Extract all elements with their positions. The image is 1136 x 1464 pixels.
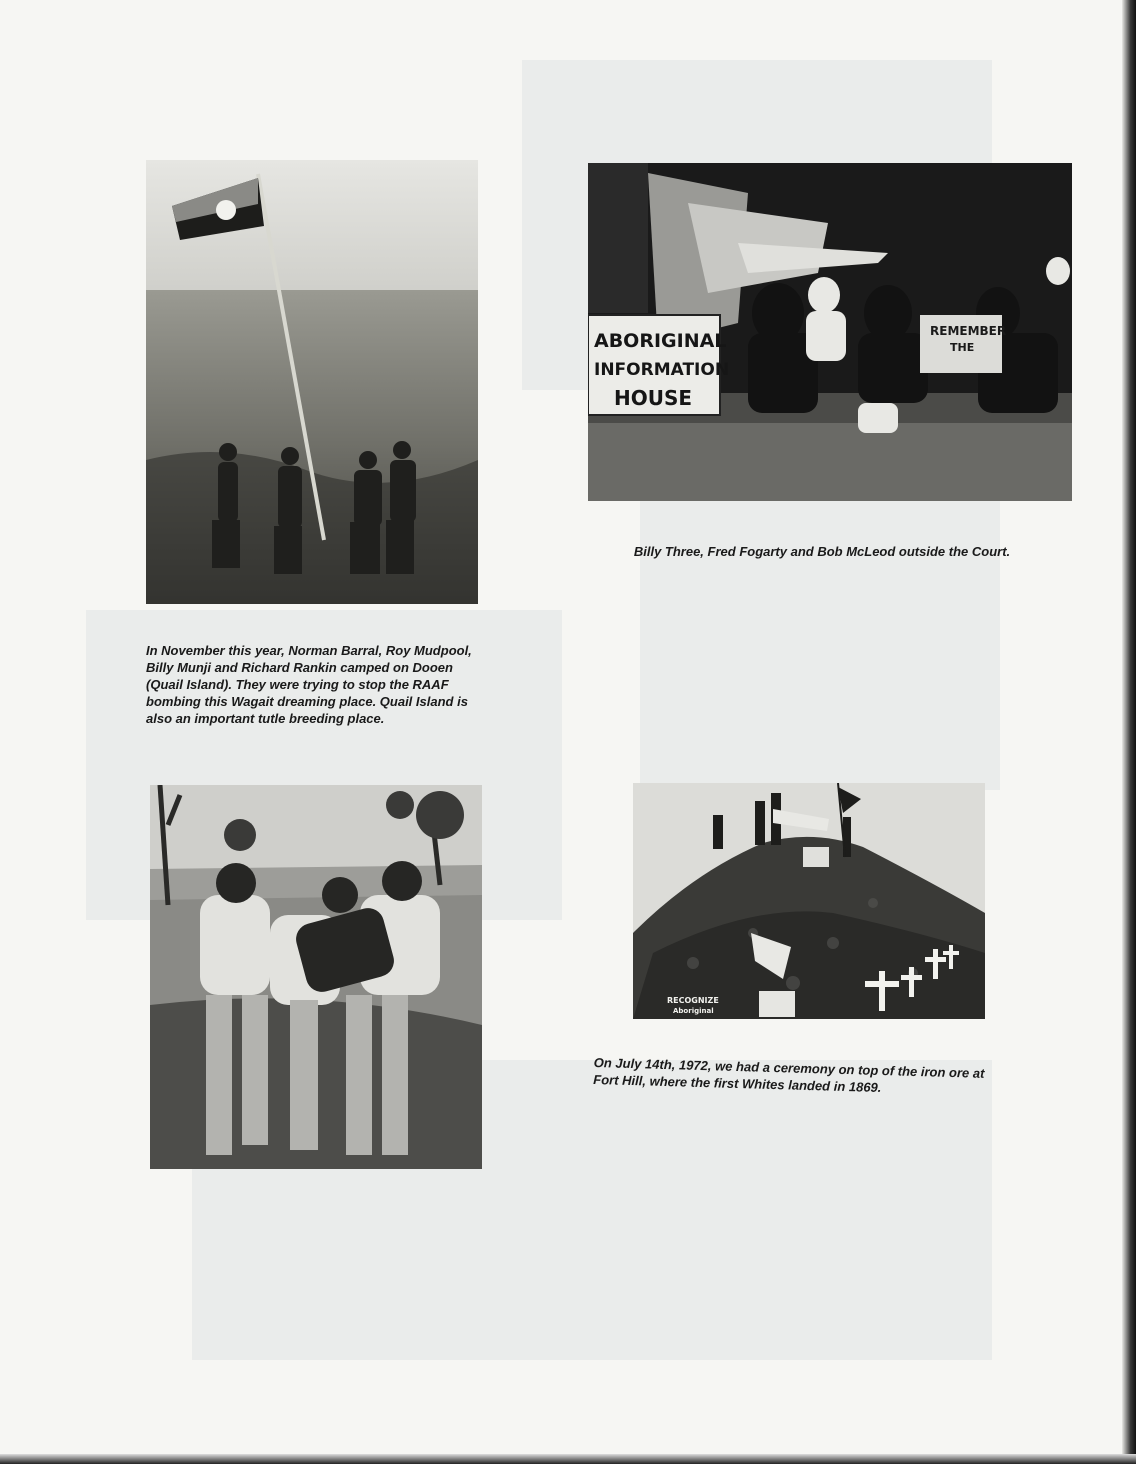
sign-line-aboriginal: ABORIGINAL [594, 330, 727, 352]
caption-court: Billy Three, Fred Fogarty and Bob McLeod outside the Court. [633, 544, 1011, 559]
sign-recognize: RECOGNIZE [667, 996, 719, 1005]
page-edge-right [1122, 0, 1136, 1464]
photo-quail-island-flag [146, 160, 478, 604]
caption-quail-island: In November this year, Norman Barral, Roy Mudpool, Billy Munji and Richard Rankin camped on Dooen (Quail Island). They were trying to stop the RAAF bombing this Wagait dreaming place. Quail Island is also an important tutle breeding place. [146, 643, 472, 726]
photo-men-carrying [150, 785, 482, 1169]
sign-line-the: THE [950, 341, 975, 354]
page-edge-bottom [0, 1454, 1136, 1464]
sign-aboriginal: Aboriginal [673, 1007, 714, 1015]
sign-line-house: HOUSE [614, 386, 693, 410]
sign-line-remember: REMEMBER [930, 324, 1007, 338]
sign-line-information: INFORMATION [594, 360, 730, 380]
photo-information-house [588, 163, 1072, 501]
photo-fort-hill-ceremony [633, 783, 985, 1019]
caption-fort-hill: On July 14th, 1972, we had a ceremony on top of the iron ore at Fort Hill, where the first Whites landed in 1869. [593, 1054, 985, 1096]
